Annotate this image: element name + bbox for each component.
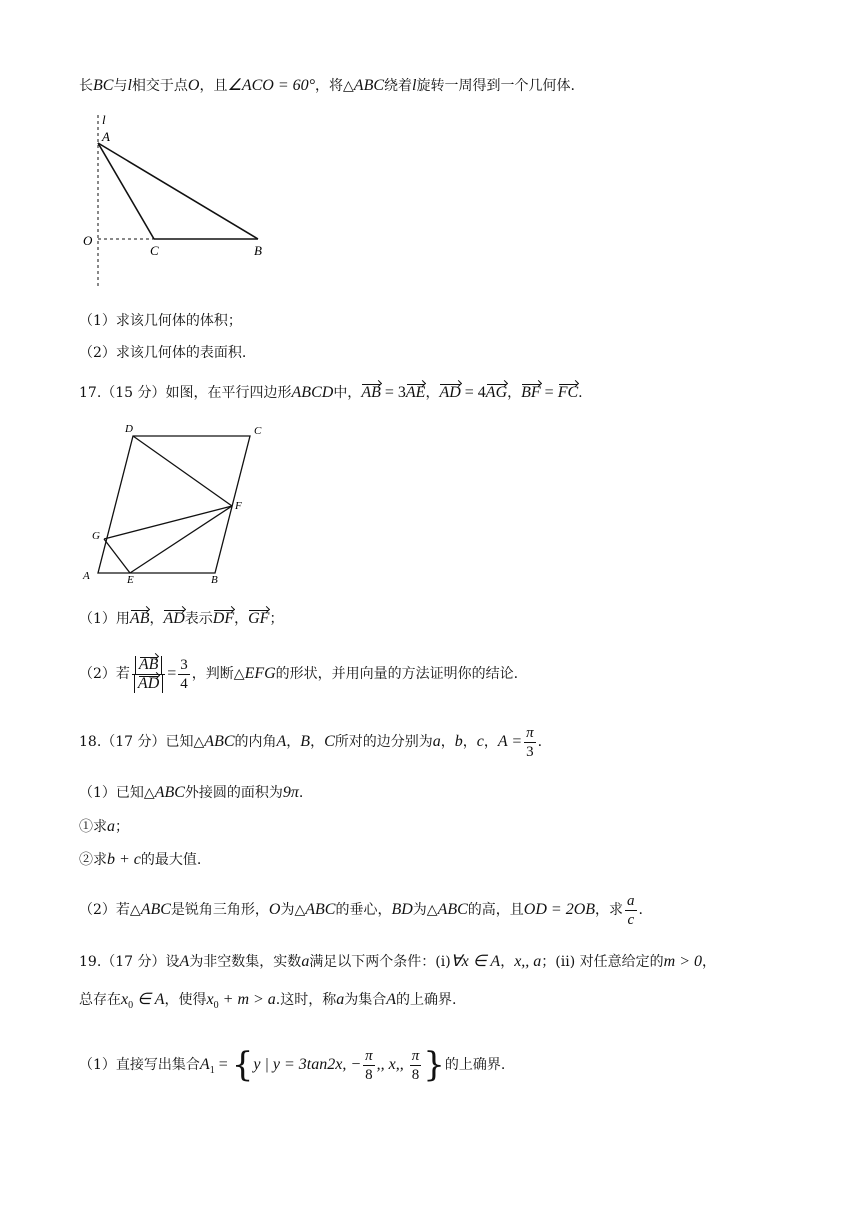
- segment-df: [133, 436, 232, 506]
- label-b: B: [254, 243, 262, 258]
- segment-ge: [104, 539, 130, 573]
- q18-sub2: （2）若△ABC是锐角三角形，O为△ABC的垂心，BD为△ABC的高，且OD = 2OB，求 $\frac{a}{c}$ .: [79, 892, 643, 928]
- ratio-fraction: $\frac{AB}{AD}$: [132, 656, 165, 693]
- label-g: G: [92, 530, 100, 542]
- label-l: l: [102, 112, 106, 127]
- q19-stem-line1: 19.（17 分）设A为非空数集，实数a满足以下两个条件：(ⅰ)∀x ∈ A，x,, a；(ⅱ) 对任意给定的m > 0，: [79, 953, 716, 970]
- label-c: C: [150, 243, 159, 258]
- q17-sub1: （1）用AB，AD表示DF，GF；: [79, 610, 284, 627]
- q16-sub2: （2）求该几何体的表面积.: [79, 345, 247, 361]
- segment-ac: [98, 143, 154, 239]
- segment-gf: [104, 506, 232, 539]
- q16-sub1: （1）求该几何体的体积；: [79, 313, 242, 329]
- label-e: E: [127, 574, 134, 586]
- label-a: A: [83, 570, 90, 582]
- label-d: D: [125, 423, 133, 435]
- q18-sub1-part2: ②求b + c的最大值.: [79, 851, 202, 868]
- q18-sub1-part1: ①求a；: [79, 818, 129, 835]
- segment-ab: [98, 143, 258, 239]
- parallelogram-abcd: [98, 436, 250, 573]
- label-f: F: [235, 500, 242, 512]
- label-a: A: [102, 129, 110, 144]
- segment-ef: [130, 506, 232, 573]
- q17-parallelogram-figure: [78, 420, 278, 588]
- q19-stem-line2: 总存在$x_0$ ∈ A，使得$x_0 + m > a$.这时，称a为集合A的上确界.: [79, 991, 457, 1011]
- q17-sub2: （2）若 $\frac{AB}{AD}$ = $\frac{3}{4}$ ，判断△EFG的形状，并用向量的方法证明你的结论.: [79, 655, 519, 692]
- q16-triangle-figure: [78, 110, 278, 292]
- q17-stem: 17.（15 分）如图，在平行四边形ABCD中，AB = 3AE，AD = 4AG，BF = FC.: [79, 384, 583, 401]
- q16-text-line: 长BC与l相交于点O，且∠ACO = 60°，将△ABC绕着l旋转一周得到一个几何体.: [79, 77, 575, 94]
- q18-sub1: （1）已知△ABC外接圆的面积为9π.: [79, 784, 304, 801]
- q18-stem: 18.（17 分）已知△ABC的内角A，B，C所对的边分别为a，b，c，A = $\frac{\pi}{3}$ .: [79, 724, 543, 760]
- label-b: B: [211, 574, 218, 586]
- label-o: O: [83, 233, 93, 248]
- label-c: C: [254, 425, 262, 437]
- q19-sub1: （1）直接写出集合$A_1 = \{y$ | y = 3tan2x, − $\frac{\pi}{8}$ ,, x,, $\frac{\pi}{8}$ }的上确界.: [79, 1045, 506, 1085]
